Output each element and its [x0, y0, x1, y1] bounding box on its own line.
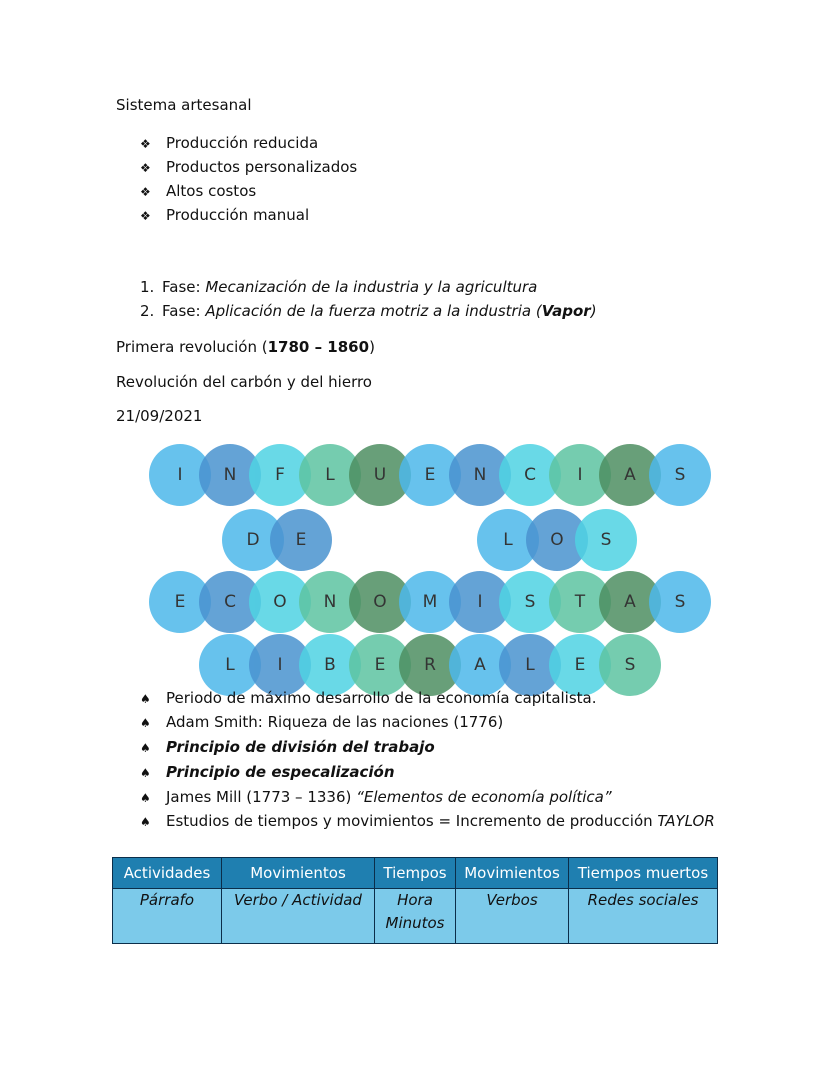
letter: D — [246, 530, 260, 550]
item-number: 1. — [140, 278, 155, 296]
letter: F — [275, 465, 285, 485]
letter-circle — [270, 509, 332, 571]
spade-bullet-icon: ♠ — [140, 741, 151, 755]
list-item — [140, 737, 435, 758]
phase-item — [140, 277, 537, 297]
letter: A — [624, 592, 636, 612]
letter: N — [323, 592, 337, 612]
letter: L — [225, 655, 235, 675]
letter: N — [473, 465, 487, 485]
list-item — [140, 712, 503, 733]
letter: L — [325, 465, 335, 485]
text: Primera revolución ( — [116, 338, 268, 356]
diamond-bullet-icon: ❖ — [140, 185, 151, 199]
item-text: Productos personalizados — [166, 158, 358, 176]
spade-bullet-icon: ♠ — [140, 791, 151, 805]
letter: E — [174, 592, 186, 612]
item-text: Principio de división del trabajo — [166, 738, 435, 756]
table-cell: Verbos — [456, 889, 569, 944]
item-text: Estudios de tiempos y movimientos = Incremento de producción — [166, 812, 658, 830]
item-number: 2. — [140, 302, 155, 320]
list-item — [140, 181, 256, 202]
header-cell: Actividades — [113, 858, 222, 889]
phase-label: Fase: — [162, 278, 206, 296]
spade-bullet-icon: ♠ — [140, 692, 151, 706]
table-header-row — [113, 858, 718, 889]
list-item — [140, 133, 318, 154]
phase-text: Mecanización de la industria y la agricultura — [205, 278, 538, 296]
letter: B — [324, 655, 336, 675]
letter: E — [374, 655, 386, 675]
letter: E — [295, 530, 307, 550]
list-item — [140, 205, 309, 226]
item-text: Producción manual — [166, 206, 310, 224]
item-italic: “Elementos de economía política” — [356, 788, 612, 806]
table-cell: Párrafo — [113, 889, 222, 944]
letter-circle — [575, 509, 637, 571]
letter: S — [624, 655, 636, 675]
letter-circle — [649, 571, 711, 633]
table-cell: Verbo / Actividad — [222, 889, 375, 944]
letter: N — [223, 465, 237, 485]
header-cell: Movimientos — [456, 858, 569, 889]
header-cell: Tiempos — [375, 858, 456, 889]
letter: I — [177, 465, 183, 485]
revolucion-carbon: Revolución del carbón y del hierro — [116, 373, 372, 391]
list-item — [140, 787, 612, 808]
diamond-bullet-icon: ❖ — [140, 161, 151, 175]
item-text: Producción reducida — [166, 134, 319, 152]
cell-line: Minutos — [385, 914, 445, 932]
list-item — [140, 688, 597, 709]
letter: S — [524, 592, 536, 612]
letter: A — [624, 465, 636, 485]
spade-bullet-icon: ♠ — [140, 815, 151, 829]
activities-table — [112, 857, 718, 944]
letter: I — [577, 465, 583, 485]
letter: R — [424, 655, 436, 675]
diamond-bullet-icon: ❖ — [140, 209, 151, 223]
letter: U — [373, 465, 387, 485]
phase-label: Fase: — [162, 302, 206, 320]
item-text: Periodo de máximo desarrollo de la economía capitalista. — [166, 689, 597, 707]
text: ) — [369, 338, 375, 356]
list-item — [140, 762, 395, 783]
letter: C — [224, 592, 236, 612]
list-item — [140, 811, 715, 832]
letter-circle — [599, 634, 661, 696]
item-text: Adam Smith: Riqueza de las naciones (1776) — [166, 713, 504, 731]
header-cell: Tiempos muertos — [569, 858, 718, 889]
letter: S — [600, 530, 612, 550]
phase-item — [140, 301, 597, 321]
letter: E — [424, 465, 436, 485]
letter: I — [277, 655, 283, 675]
letter: O — [373, 592, 387, 612]
letter: S — [674, 465, 686, 485]
phase-text: Aplicación de la fuerza motriz a la industria ( — [205, 302, 542, 320]
letter-circle — [649, 444, 711, 506]
item-text: Principio de especalización — [166, 763, 395, 781]
cell-line: Hora — [397, 891, 433, 909]
section-heading: Sistema artesanal — [116, 96, 252, 114]
letter: S — [674, 592, 686, 612]
table-cell: Redes sociales — [569, 889, 718, 944]
letter: O — [273, 592, 287, 612]
letter: A — [474, 655, 486, 675]
letter: I — [477, 592, 483, 612]
list-item — [140, 157, 357, 178]
diamond-bullet-icon: ❖ — [140, 137, 151, 151]
letter: L — [525, 655, 535, 675]
letter: L — [503, 530, 513, 550]
phase-end: ) — [590, 302, 597, 320]
letter: E — [574, 655, 586, 675]
phase-bold: Vapor — [541, 302, 591, 320]
letter: C — [524, 465, 536, 485]
years: 1780 – 1860 — [267, 338, 370, 356]
letter: M — [422, 592, 438, 612]
header-cell: Movimientos — [222, 858, 375, 889]
spade-bullet-icon: ♠ — [140, 716, 151, 730]
primera-revolucion — [116, 337, 375, 357]
spade-bullet-icon: ♠ — [140, 766, 151, 780]
item-text: James Mill (1773 – 1336) — [166, 788, 357, 806]
letter: O — [550, 530, 564, 550]
item-italic: TAYLOR — [657, 812, 715, 830]
item-text: Altos costos — [166, 182, 257, 200]
table-row — [113, 889, 718, 944]
table-cell — [375, 889, 456, 944]
letter: T — [574, 592, 586, 612]
date: 21/09/2021 — [116, 407, 203, 425]
